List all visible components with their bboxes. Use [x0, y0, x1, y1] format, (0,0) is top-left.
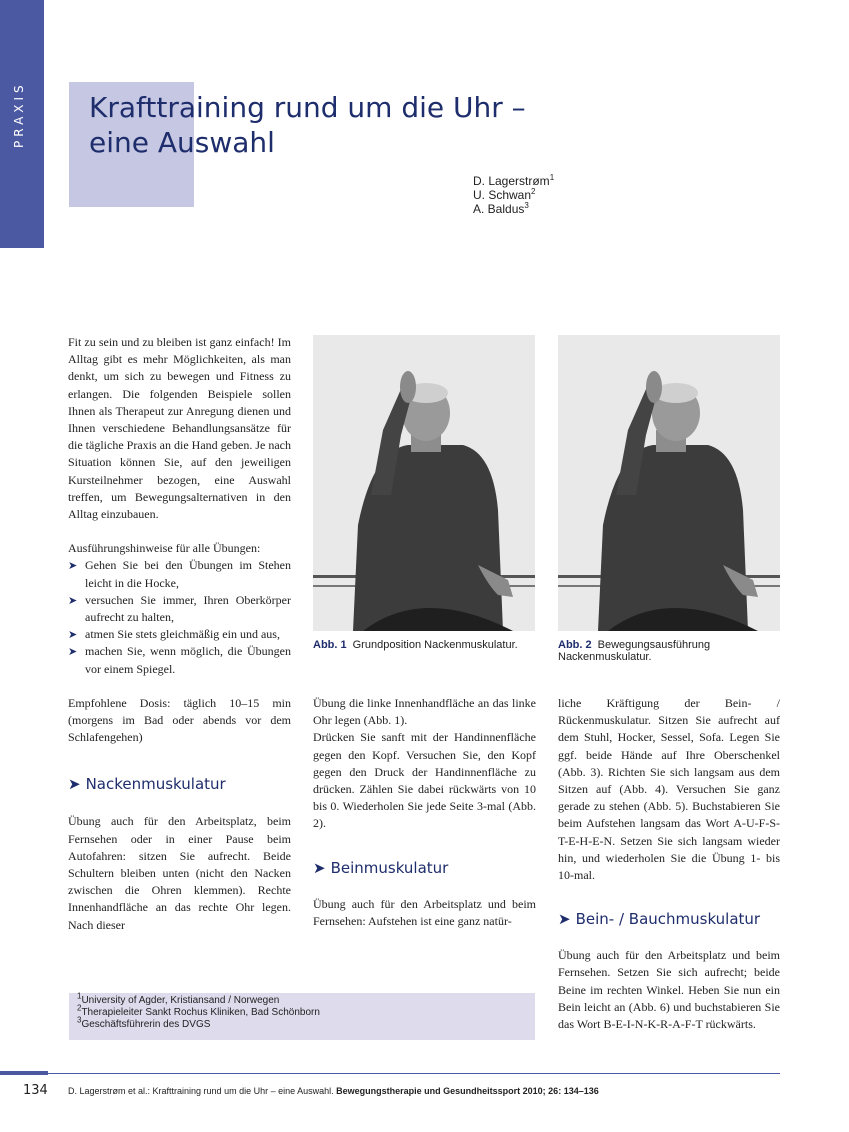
nacken-paragraph: Übung auch für den Arbeitsplatz, beim Fernsehen oder in einer Pause beim Autofahren: sitzen Sie aufrecht. Beide Schultern bleiben unten (nicht den Nacken zwischen die Ohren klemmen). Rechte Innenhandfläche an das rechte Ohr legen. Nach dieser: [68, 814, 291, 932]
list-item: ➤ atmen Sie stets gleichmäßig ein und aus,: [68, 626, 291, 643]
page-number: 134: [23, 1083, 48, 1098]
intro-paragraph: Fit zu sein und zu bleiben ist ganz einfach! Im Alltag gibt es mehr Möglichkeiten, als man denkt, um sich zu bewegen und Fitness zu erlangen. Die folgenden Beispiele sollen Ihnen als Therapeut zur Anregung dienen und Ihnen verschiedene Behandlungsansätze für die tägliche Praxis an die Hand geben. Je nach Situation können Sie, auf den jeweiligen Kursteilnehmer bezogen, eine Auswahl treffen, um Bewegungsalternativen in den Alltag einzubauen.: [68, 335, 291, 522]
dose-paragraph: Empfohlene Dosis: täglich 10–15 min (morgens im Bad oder abends vor dem Schlafengehen): [68, 695, 291, 745]
arrow-icon: ➤: [68, 628, 78, 642]
figure-2-caption: Abb. 2 Bewegungsausführung Nackenmuskulatur.: [558, 639, 711, 663]
hints-title: Ausführungshinweise für alle Übungen:: [68, 541, 261, 556]
paragraph: liche Kräftigung der Bein- / Rückenmuskulatur. Sitzen Sie aufrecht auf dem Stuhl, Hocker, Sessel, Sofa. Legen Sie ggf. beide Hände auf Ihre Oberschenkel (Abb. 3). Richten Sie sich langsam aus dem Sitzen auf (Abb. 4). Versuchen Sie ganz gerade zu stehen (Abb. 5). Buchstabieren Sie beim Aufstehen langsam das Wort A-U-F-S-T-E-H-E-N. Setzen Sie sich langsam wieder hin, und wiederholen Sie die Übung 1- bis 10-mal.: [558, 696, 780, 883]
arrow-icon: ➤: [558, 910, 571, 929]
column-3: [558, 695, 780, 1033]
author: D. Lagerstrøm$^1$: [473, 173, 555, 188]
list-item: ➤ versuchen Sie immer, Ihren Oberkörper aufrecht zu halten,: [68, 592, 291, 625]
arrow-icon: ➤: [68, 775, 81, 794]
arrow-icon: ➤: [68, 645, 78, 659]
author: A. Baldus$^3$: [473, 201, 529, 216]
paragraph: Übung die linke Innenhandfläche an das linke Ohr legen (Abb. 1).: [313, 696, 536, 728]
footnote: $^2$Therapieleiter Sankt Rochus Kliniken, Bad Schönborn: [77, 1003, 320, 1018]
paragraph: Drücken Sie sanft mit der Handinnenfläche gegen den Kopf. Versuchen Sie, den Kopf gegen den Druck der Handinnenfläche zu drücken. Zählen Sie dabei rückwärts von 10 bis 0. Wiederholen Sie jede Seite 3-mal (Abb. 2).: [313, 730, 536, 831]
column-2: [313, 695, 536, 930]
column-1: [68, 334, 291, 934]
citation-line: D. Lagerstrøm et al.: Krafttraining rund um die Uhr – eine Auswahl. Bewegungstherapie und Gesundheitssport 2010; 26: 134–136: [68, 1086, 599, 1096]
article-title: [89, 90, 609, 160]
arrow-icon: ➤: [68, 559, 78, 573]
title-line-1: Krafttraining rund um die Uhr –: [89, 91, 526, 124]
bauch-paragraph: Übung auch für den Arbeitsplatz und beim Fernsehen. Setzen Sie sich aufrecht; beide Beine im rechten Winkel. Heben Sie nun ein Bein leicht an (Abb. 6) und buchstabieren Sie das Wort B-E-I-N-K-R-A-F-T rückwärts.: [558, 948, 780, 1032]
list-item: ➤ machen Sie, wenn möglich, die Übungen vor einem Spiegel.: [68, 644, 291, 676]
figure-2-photo: [558, 335, 780, 631]
footnotes-box: [69, 993, 535, 1040]
section-heading-nacken: ➤ Nackenmuskulatur: [68, 775, 226, 794]
section-label: PRAXIS: [12, 81, 26, 149]
section-heading-bauch: ➤ Bein- / Bauchmuskulatur: [558, 910, 761, 929]
footer-rule: [48, 1073, 780, 1074]
person-photo-icon: [558, 335, 780, 631]
bein-paragraph: Übung auch für den Arbeitsplatz und beim Fernsehen: Aufstehen ist eine ganz natür-: [313, 896, 536, 928]
person-photo-icon: [313, 335, 535, 631]
author: U. Schwan$^2$: [473, 187, 536, 202]
figure-1-photo: [313, 335, 535, 631]
list-item: ➤ Gehen Sie bei den Übungen im Stehen leicht in die Hocke,: [68, 558, 291, 590]
title-line-2: eine Auswahl: [89, 126, 275, 159]
section-heading-bein: ➤ Beinmuskulatur: [313, 858, 449, 877]
figure-1-caption: Abb. 1 Grundposition Nackenmuskulatur.: [313, 639, 518, 651]
footnote: $^3$Geschäftsführerin des DVGS: [77, 1015, 211, 1030]
author-list: [473, 174, 554, 216]
arrow-icon: ➤: [68, 593, 78, 607]
footnote: $^1$University of Agder, Kristiansand / Norwegen: [77, 991, 280, 1006]
arrow-icon: ➤: [313, 858, 326, 877]
footer-accent: [0, 1071, 48, 1075]
hints-list: [68, 557, 291, 677]
